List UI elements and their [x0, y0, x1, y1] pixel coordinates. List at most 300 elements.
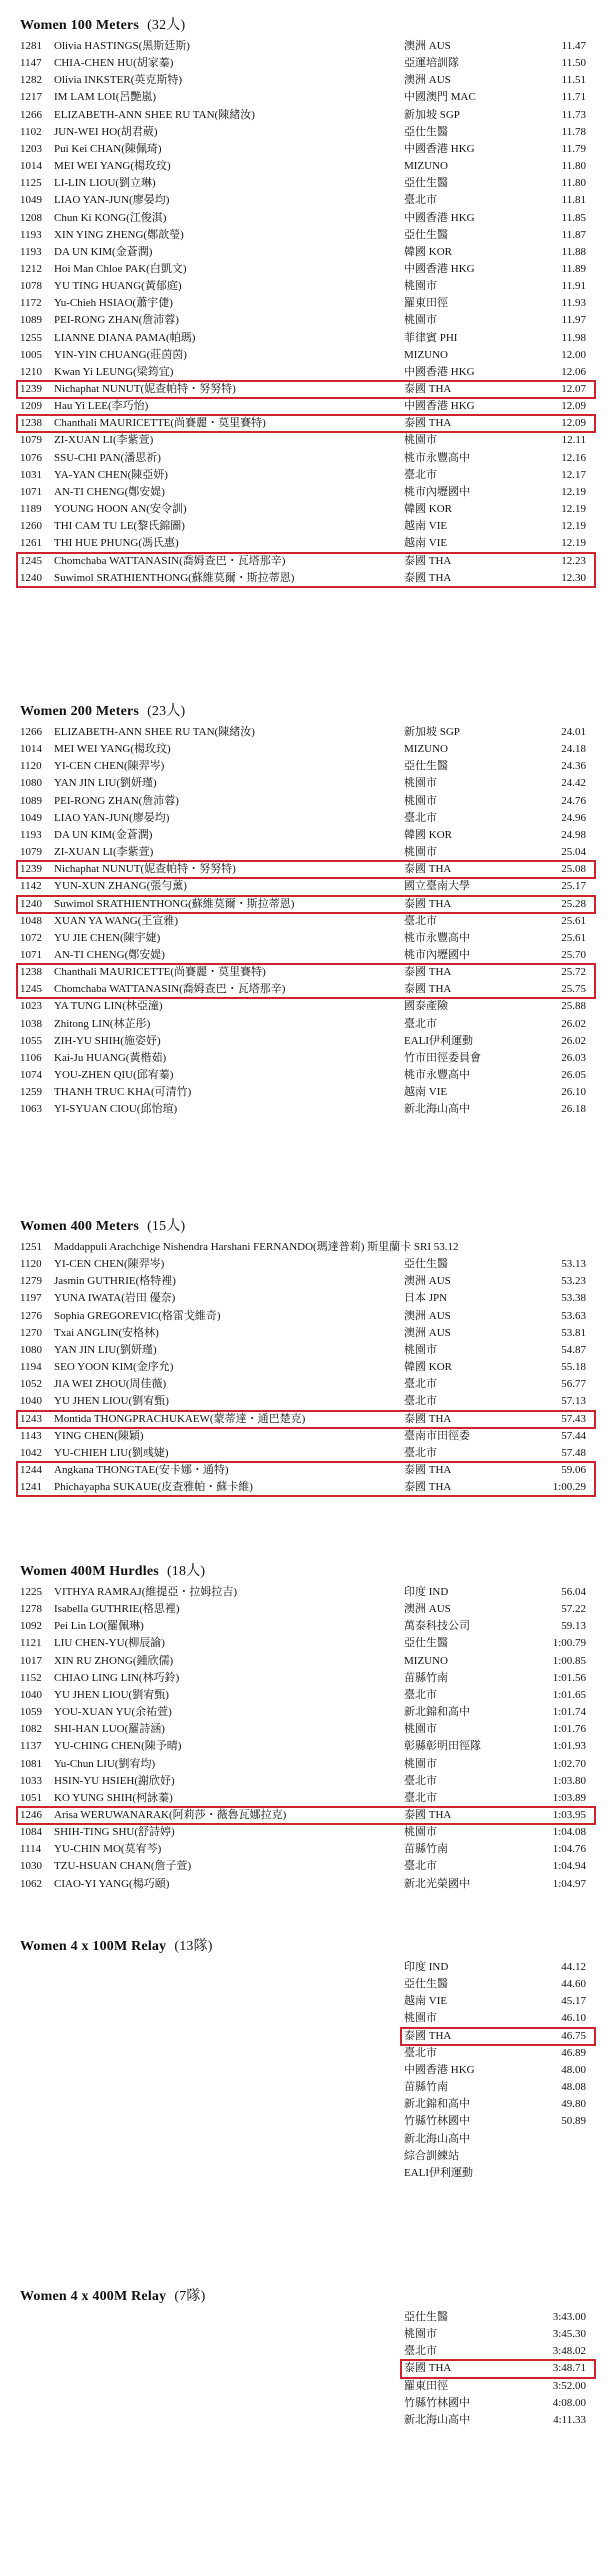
team-name: 泰國 THA [404, 554, 452, 567]
team-name: 臺北市 [404, 1395, 437, 1408]
bib-number: 1092 [20, 1620, 42, 1633]
entry-row [0, 1959, 615, 1976]
entry-row [0, 175, 615, 192]
team-name: 越南 VIE [404, 1995, 448, 2008]
entry-row [0, 89, 615, 106]
team-name: 苗縣竹南 [404, 1843, 448, 1856]
team-name: 新北光榮國中 [404, 1877, 470, 1890]
entry-row [0, 1273, 615, 1290]
seed-mark: 57.22 [561, 1603, 586, 1616]
team-name: 桃市永豐高中 [404, 931, 470, 944]
bib-number: 1152 [20, 1671, 42, 1684]
team-name: 泰國 THA [404, 863, 452, 876]
entry-row [0, 518, 615, 535]
bib-number: 1245 [20, 983, 42, 996]
seed-mark: 1:01.76 [552, 1723, 586, 1736]
seed-mark: 12.30 [561, 571, 586, 584]
bib-number: 1239 [20, 863, 42, 876]
entry-row [0, 1704, 615, 1721]
team-name: 竹縣竹林國中 [404, 2115, 470, 2128]
highlight-box [16, 380, 596, 399]
seed-mark: 26.02 [561, 1034, 586, 1047]
athlete-name: MEI WEI YANG(楊玫玟) [54, 160, 171, 173]
team-name: 羅東田徑 [404, 297, 448, 310]
athlete-name: AN-TI CHENG(鄭安媞) [54, 485, 165, 498]
highlight-box [16, 414, 596, 433]
seed-mark: 11.87 [561, 228, 586, 241]
team-name: 桃園市 [404, 280, 437, 293]
entry-row [0, 501, 615, 518]
seed-mark: 53.38 [561, 1292, 586, 1305]
bib-number: 1082 [20, 1723, 42, 1736]
athlete-name: Yu-Chun LIU(劉宥均) [54, 1757, 156, 1770]
entry-row [0, 998, 615, 1015]
team-name: 菲律賓 PHI [404, 331, 458, 344]
entry-row [0, 1342, 615, 1359]
athlete-name: LIAO YAN-JUN(廖晏均) [54, 194, 170, 207]
entry-row [0, 1670, 615, 1687]
team-name: 臺北市 [404, 468, 437, 481]
athlete-name: XUAN YA WANG(王宣雅) [54, 914, 179, 927]
seed-mark: 12.09 [561, 417, 586, 430]
entry-row [0, 432, 615, 449]
seed-mark: 53.23 [561, 1275, 586, 1288]
athlete-name: YA TUNG LIN(林亞潼) [54, 1000, 163, 1013]
athlete-name: YIN-YIN CHUANG(莊茵茵) [54, 348, 187, 361]
event-title [20, 14, 185, 34]
entry-row [0, 1773, 615, 1790]
seed-mark: 44.60 [561, 1978, 586, 1991]
athlete-name: Chomchaba WATTANASIN(喬姆查巴・瓦塔那辛) [54, 983, 286, 996]
bib-number: 1074 [20, 1069, 42, 1081]
seed-mark: 3:48.71 [552, 2362, 586, 2375]
entry-row [0, 2378, 615, 2395]
seed-mark: 25.61 [561, 914, 586, 927]
entry-row [0, 347, 615, 364]
athlete-name: YOUNG HOON AN(安令訓) [54, 503, 187, 516]
highlight-box [16, 552, 596, 588]
event-entry-count: (15人) [147, 1219, 186, 1234]
entry-row [0, 2079, 615, 2096]
entry-row [0, 398, 615, 415]
entry-row [0, 141, 615, 158]
athlete-name: DA UN KIM(金蒼潤) [54, 828, 153, 841]
bib-number: 1276 [20, 1309, 42, 1322]
entry-row [0, 124, 615, 141]
team-name: EALI伊利運動 [404, 2166, 474, 2179]
seed-mark: 24.98 [561, 828, 586, 841]
entry-row [0, 947, 615, 964]
bib-number: 1279 [20, 1275, 42, 1288]
entry-row [0, 930, 615, 947]
athlete-name: Suwimol SRATHIENTHONG(蘇維莫爾・斯拉蒂恩) [54, 571, 295, 584]
seed-mark: 46.75 [561, 2029, 586, 2042]
athlete-name: LIAO YAN-JUN(廖晏均) [54, 811, 170, 824]
team-name: 桃市內壢國中 [404, 485, 470, 498]
seed-mark: 55.18 [561, 1361, 586, 1374]
seed-mark: 12.19 [561, 485, 586, 498]
team-name: 臺北市 [404, 2345, 437, 2358]
athlete-name: YU-CHIEH LIU(劉彧婕) [54, 1446, 169, 1459]
bib-number: 1255 [20, 331, 42, 344]
seed-mark: 25.04 [561, 846, 586, 859]
entry-row [0, 2113, 615, 2130]
seed-mark: 1:04.97 [552, 1877, 586, 1890]
athlete-name: SHIH-TING SHU(舒詩婷) [54, 1826, 175, 1839]
team-name: MIZUNO [404, 160, 448, 173]
bib-number: 1038 [20, 1017, 42, 1030]
event-name: Women 400 Meters [20, 1219, 140, 1234]
athlete-name: PEI-RONG ZHAN(詹沛蓉) [54, 794, 179, 807]
bib-number: 1225 [20, 1586, 42, 1598]
bib-number: 1251 [20, 1241, 42, 1253]
bib-number: 1244 [20, 1463, 42, 1476]
athlete-name: Isabella GUTHRIE(格思裡) [54, 1603, 180, 1616]
seed-mark: 11.50 [561, 57, 586, 70]
athlete-name: Chanthali MAURICETTE(尚賽麗・莫里賽特) [54, 966, 266, 979]
team-name: 亞仕生醫 [404, 177, 448, 190]
seed-mark: 12.19 [561, 503, 586, 516]
team-name: 亞仕生醫 [404, 1637, 448, 1650]
athlete-name: Zhitong LIN(林芷彤) [54, 1017, 151, 1030]
team-name: 桃園市 [404, 1757, 437, 1770]
entry-row [0, 2165, 615, 2182]
seed-mark: 26.05 [561, 1069, 586, 1081]
bib-number: 1238 [20, 966, 42, 979]
athlete-name: PEI-RONG ZHAN(詹沛蓉) [54, 314, 179, 327]
seed-mark: 11.71 [561, 91, 586, 104]
entry-row [0, 484, 615, 501]
bib-number: 1089 [20, 314, 42, 327]
seed-mark: 48.08 [561, 2081, 586, 2094]
event-entry-count: (23人) [147, 704, 186, 719]
athlete-name: Yu-Chieh HSIAO(蕭宇倢) [54, 297, 173, 310]
entry-row [0, 2062, 615, 2079]
athlete-name: JIA WEI ZHOU(周佳薇) [54, 1378, 167, 1391]
seed-mark: 24.36 [561, 760, 586, 773]
team-name: MIZUNO [404, 743, 448, 756]
seed-mark: 26.02 [561, 1017, 586, 1030]
bib-number: 1212 [20, 262, 42, 275]
entry-row [0, 793, 615, 810]
team-name: 臺北市 [404, 1860, 437, 1873]
bib-number: 1193 [20, 228, 42, 241]
entry-row [0, 450, 615, 467]
seed-mark: 11.79 [561, 142, 586, 155]
athlete-name: YU JIE CHEN(陳宇婕) [54, 931, 161, 944]
seed-mark: 57.44 [561, 1429, 586, 1442]
team-name: 韓國 KOR [404, 245, 452, 258]
athlete-name: ZIH-YU SHIH(施姿妤) [54, 1034, 161, 1047]
athlete-name: JUN-WEI HO(胡君葳) [54, 125, 158, 138]
event-title [20, 700, 185, 720]
athlete-name: CHIAO LING LIN(林巧鈴) [54, 1671, 180, 1684]
athlete-name: ZI-XUAN LI(李紫萱) [54, 846, 154, 859]
highlight-box [16, 860, 596, 879]
team-name: 韓國 KOR [404, 828, 452, 841]
entry-row [0, 724, 615, 741]
bib-number: 1217 [20, 91, 42, 104]
athlete-name: Sophia GREGOREVIC(格雷戈維奇) [54, 1309, 221, 1322]
bib-number: 1243 [20, 1412, 42, 1425]
entry-row [0, 261, 615, 278]
seed-mark: 25.08 [561, 863, 586, 876]
athlete-name: YUNA IWATA(岩田 優奈) [54, 1292, 176, 1305]
entry-row [0, 38, 615, 55]
event-title [20, 2285, 205, 2305]
team-name: 日本 JPN [404, 1292, 448, 1305]
seed-mark: 11.91 [561, 280, 586, 293]
team-name: 國泰產險 [404, 1000, 448, 1013]
entry-row [0, 2326, 615, 2343]
athlete-name: YU TING HUANG(黃郁庭) [54, 280, 182, 293]
athlete-name: DA UN KIM(金蒼潤) [54, 245, 153, 258]
entry-row [0, 2309, 615, 2326]
team-name: 桃園市 [404, 794, 437, 807]
team-name: 泰國 THA [404, 571, 452, 584]
entry-row [0, 913, 615, 930]
seed-mark: 12.11 [561, 434, 586, 447]
bib-number: 1023 [20, 1000, 42, 1013]
seed-mark: 44.12 [561, 1961, 586, 1973]
seed-mark: 25.70 [561, 948, 586, 961]
team-name: 臺北市 [404, 1446, 437, 1459]
seed-mark: 12.07 [561, 383, 586, 395]
bib-number: 1142 [20, 880, 42, 893]
athlete-name: Kwan Yi LEUNG(梁筠宜) [54, 365, 174, 378]
team-name: 亞仕生醫 [404, 760, 448, 773]
athlete-name: Pei Lin LO(羅佩琳) [54, 1620, 144, 1633]
seed-mark: 4:08.00 [552, 2396, 586, 2409]
seed-mark: 1:01.65 [552, 1688, 586, 1701]
highlight-box [16, 1806, 596, 1825]
entry-row [0, 278, 615, 295]
bib-number: 1051 [20, 1791, 42, 1804]
entry-row [0, 827, 615, 844]
team-name: 竹市田徑委員會 [404, 1051, 481, 1064]
athlete-name: TZU-HSUAN CHAN(詹子萱) [54, 1860, 192, 1873]
bib-number: 1042 [20, 1446, 42, 1459]
team-name: 中國香港 HKG [404, 262, 475, 275]
athlete-name: Maddappuli Arachchige Nishendra Harshani FERNANDO(瑪達普莉) 斯里蘭卡 SRI 53.12 [54, 1241, 459, 1253]
team-name: 桃市永豐高中 [404, 1069, 470, 1081]
athlete-name: Chomchaba WATTANASIN(喬姆查巴・瓦塔那辛) [54, 554, 286, 567]
entry-row [0, 2148, 615, 2165]
team-name: 竹縣竹林國中 [404, 2396, 470, 2409]
athlete-name: Jasmin GUTHRIE(格特裡) [54, 1275, 176, 1288]
athlete-name: LIU CHEN-YU(柳辰諭) [54, 1637, 165, 1650]
seed-mark: 1:04.94 [552, 1860, 586, 1873]
seed-mark: 11.78 [561, 125, 586, 138]
event-name: Women 200 Meters [20, 704, 140, 719]
bib-number: 1052 [20, 1378, 42, 1391]
seed-mark: 11.47 [561, 40, 586, 52]
bib-number: 1143 [20, 1429, 42, 1442]
entry-row [0, 158, 615, 175]
event-title [20, 1935, 213, 1955]
highlight-box [400, 2359, 596, 2378]
seed-mark: 25.17 [561, 880, 586, 893]
entry-row [0, 1359, 615, 1376]
bib-number: 1120 [20, 760, 42, 773]
team-name: 韓國 KOR [404, 1361, 452, 1374]
bib-number: 1193 [20, 828, 42, 841]
seed-mark: 25.72 [561, 966, 586, 979]
bib-number: 1089 [20, 794, 42, 807]
entry-row [0, 1790, 615, 1807]
team-name: 新加坡 SGP [404, 108, 460, 121]
athlete-name: THI HUE PHUNG(馮氏惠) [54, 537, 179, 550]
entry-row [0, 1976, 615, 1993]
entry-row [0, 295, 615, 312]
seed-mark: 11.73 [561, 108, 586, 121]
team-name: 泰國 THA [404, 383, 452, 395]
seed-mark: 57.48 [561, 1446, 586, 1459]
team-name: 澳洲 AUS [404, 1603, 451, 1616]
seed-mark: 1:03.89 [552, 1791, 586, 1804]
seed-mark: 11.89 [561, 262, 586, 275]
entry-row [0, 1101, 615, 1118]
team-name: MIZUNO [404, 348, 448, 361]
athlete-name: YU-CHING CHEN(陳予晴) [54, 1740, 182, 1753]
team-name: 中國香港 HKG [404, 211, 475, 224]
athlete-name: ELIZABETH-ANN SHEE RU TAN(陳緒汝) [54, 726, 255, 738]
bib-number: 1017 [20, 1654, 42, 1667]
athlete-name: LIANNE DIANA PAMA(帕瑪) [54, 331, 196, 344]
bib-number: 1270 [20, 1326, 42, 1339]
entry-row [0, 535, 615, 552]
athlete-name: Arisa WERUWANARAK(阿莉莎・薇魯瓦娜拉克) [54, 1808, 287, 1821]
bib-number: 1063 [20, 1103, 42, 1116]
bib-number: 1241 [20, 1481, 42, 1494]
entry-row [0, 1841, 615, 1858]
team-name: 中國香港 HKG [404, 142, 475, 155]
bib-number: 1005 [20, 348, 42, 361]
team-name: 桃市永豐高中 [404, 451, 470, 464]
entry-row [0, 192, 615, 209]
entry-row [0, 1067, 615, 1084]
event-title [20, 1560, 205, 1580]
entry-row [0, 1308, 615, 1325]
highlight-box [16, 1410, 596, 1429]
athlete-name: YU-CHIN MO(莫宥芩) [54, 1843, 162, 1856]
athlete-name: Olivia HASTINGS(黑斯廷斯) [54, 40, 190, 52]
seed-mark: 25.28 [561, 897, 586, 910]
team-name: 越南 VIE [404, 1086, 448, 1099]
seed-mark: 1:03.80 [552, 1774, 586, 1787]
team-name: 臺北市 [404, 1688, 437, 1701]
athlete-name: Hoi Man Chloe PAK(白凱文) [54, 262, 187, 275]
entry-row [0, 1858, 615, 1875]
seed-mark: 46.10 [561, 2012, 586, 2025]
seed-mark: 1:01.93 [552, 1740, 586, 1753]
seed-mark: 1:00.29 [552, 1481, 586, 1494]
team-name: EALI伊利運動 [404, 1034, 474, 1047]
team-name: 桃園市 [404, 1343, 437, 1356]
athlete-name: Nichaphat NUNUT(妮查帕特・努努特) [54, 383, 236, 395]
team-name: 中國香港 HKG [404, 400, 475, 413]
bib-number: 1072 [20, 931, 42, 944]
seed-mark: 24.18 [561, 743, 586, 756]
seed-mark: 25.75 [561, 983, 586, 996]
seed-mark: 1:04.08 [552, 1826, 586, 1839]
athlete-name: YI-CEN CHEN(陳羿岑) [54, 1258, 165, 1271]
seed-mark: 12.09 [561, 400, 586, 413]
athlete-name: LI-LIN LIOU(劉立琳) [54, 177, 156, 190]
entry-row [0, 1239, 615, 1256]
entry-row [0, 72, 615, 89]
athlete-name: Suwimol SRATHIENTHONG(蘇維莫爾・斯拉蒂恩) [54, 897, 295, 910]
team-name: 澳洲 AUS [404, 1309, 451, 1322]
seed-mark: 11.85 [561, 211, 586, 224]
seed-mark: 26.03 [561, 1051, 586, 1064]
seed-mark: 53.63 [561, 1309, 586, 1322]
entry-row [0, 1993, 615, 2010]
entry-row [0, 1601, 615, 1618]
entry-row [0, 2010, 615, 2027]
team-name: 桃園市 [404, 2328, 437, 2341]
bib-number: 1260 [20, 520, 42, 533]
bib-number: 1030 [20, 1860, 42, 1873]
bib-number: 1014 [20, 160, 42, 173]
team-name: 泰國 THA [404, 966, 452, 979]
athlete-name: HSIN-YU HSIEH(謝欣妤) [54, 1774, 175, 1787]
seed-mark: 12.23 [561, 554, 586, 567]
bib-number: 1106 [20, 1051, 42, 1064]
entry-row [0, 1876, 615, 1893]
entry-row [0, 1050, 615, 1067]
team-name: 臺北市 [404, 1791, 437, 1804]
team-name: 澳洲 AUS [404, 1275, 451, 1288]
seed-mark: 56.04 [561, 1586, 586, 1598]
entry-row [0, 2395, 615, 2412]
team-name: 桃園市 [404, 434, 437, 447]
seed-mark: 12.19 [561, 520, 586, 533]
event-name: Women 4 x 400M Relay [20, 2289, 167, 2304]
team-name: 桃園市 [404, 1723, 437, 1736]
seed-mark: 57.13 [561, 1395, 586, 1408]
entry-row [0, 741, 615, 758]
entry-row [0, 1016, 615, 1033]
seed-mark: 48.00 [561, 2063, 586, 2076]
entry-row [0, 2412, 615, 2429]
bib-number: 1281 [20, 40, 42, 52]
entry-row [0, 1256, 615, 1273]
team-name: 泰國 THA [404, 2029, 452, 2042]
bib-number: 1125 [20, 177, 42, 190]
team-name: 亞仕生醫 [404, 125, 448, 138]
team-name: 新北錦和高中 [404, 1706, 470, 1719]
entry-row [0, 227, 615, 244]
seed-mark: 3:43.00 [552, 2311, 586, 2323]
team-name: 韓國 KOR [404, 503, 452, 516]
athlete-name: ZI-XUAN LI(李紫萱) [54, 434, 154, 447]
team-name: 臺北市 [404, 914, 437, 927]
entry-row [0, 1290, 615, 1307]
bib-number: 1080 [20, 1343, 42, 1356]
bib-number: 1084 [20, 1826, 42, 1839]
athlete-name: SEO YOON KIM(金序允) [54, 1361, 174, 1374]
entry-row [0, 1653, 615, 1670]
team-name: 泰國 THA [404, 1808, 452, 1821]
entry-row [0, 244, 615, 261]
team-name: 亞運培訓隊 [404, 57, 459, 70]
bib-number: 1259 [20, 1086, 42, 1099]
bib-number: 1193 [20, 245, 42, 258]
seed-mark: 1:01.56 [552, 1671, 586, 1684]
bib-number: 1079 [20, 434, 42, 447]
seed-mark: 46.89 [561, 2046, 586, 2059]
